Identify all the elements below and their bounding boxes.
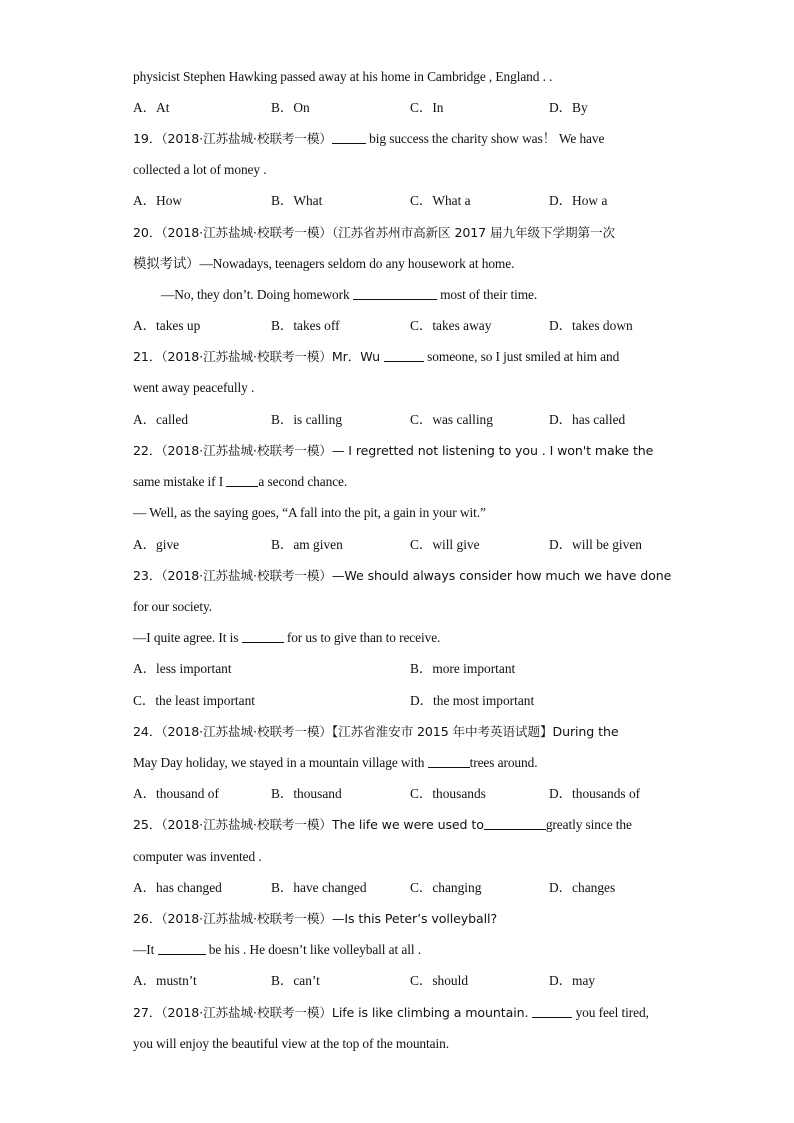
q27-text: you feel tired, xyxy=(572,1005,649,1020)
q24-option-b[interactable]: B．thousand xyxy=(271,786,342,801)
q24-stem: 24．（2018·江苏盐城·校联考一模）【江苏省淮安市 2015 年中考英语试题】During the xyxy=(133,724,619,739)
q20-option-a[interactable]: A．takes up xyxy=(133,318,201,333)
answer-blank xyxy=(532,1005,572,1018)
q21-option-c[interactable]: C．was calling xyxy=(410,412,493,427)
q24-option-a[interactable]: A．thousand of xyxy=(133,786,219,801)
q19-option-d[interactable]: D．How a xyxy=(549,193,608,208)
q21-option-a[interactable]: A．called xyxy=(133,412,189,427)
q22-stem xyxy=(133,443,653,459)
q23-source-text: 23．（2018·江苏盐城·校联考一模）—We should always consider how much we have done xyxy=(133,568,672,583)
answer-blank xyxy=(484,817,546,830)
q20-stem-cont: 模拟考试）—Nowadays, teenagers seldom do any housework at home. xyxy=(133,256,515,271)
q18-stem-tail: physicist Stephen Hawking passed away at his home in Cambridge , England . . xyxy=(133,69,553,84)
q20-reply-text: —No, they don’t. Doing homework xyxy=(161,287,353,302)
q22-stem-cont xyxy=(133,474,347,490)
q22-reply: — Well, as the saying goes, “A fall into the pit, a gain in your wit.” xyxy=(133,505,486,520)
q23-reply-text: —I quite agree. It is xyxy=(133,630,242,645)
q23-option-d[interactable]: D．the most important xyxy=(410,693,535,708)
answer-blank xyxy=(384,349,424,362)
q19-option-b[interactable]: B．What xyxy=(271,193,323,208)
q27-stem xyxy=(133,1005,649,1021)
q25-option-b[interactable]: B．have changed xyxy=(271,880,367,895)
q22-option-c[interactable]: C．will give xyxy=(410,537,480,552)
answer-blank xyxy=(428,755,470,768)
q25-stem xyxy=(133,817,632,833)
q19-option-a[interactable]: A．How xyxy=(133,193,183,208)
q18-option-a[interactable]: A．At xyxy=(133,100,170,115)
q22-option-b[interactable]: B．am given xyxy=(271,537,343,552)
q26-source-text: 26．（2018·江苏盐城·校联考一模）—Is this Peter’s volleyball? xyxy=(133,911,498,926)
q20-options xyxy=(133,318,693,334)
q21-source: 21．（2018·江苏盐城·校联考一模）Mr．Wu xyxy=(133,349,384,364)
q19-stem-cont: collected a lot of money . xyxy=(133,162,267,177)
q18-option-c[interactable]: C．In xyxy=(410,100,444,115)
q24-text: May Day holiday, we stayed in a mountain village with xyxy=(133,755,428,770)
q26-option-b[interactable]: B．can’t xyxy=(271,973,320,988)
q23-options-row1 xyxy=(133,661,693,677)
q23-stem xyxy=(133,568,671,584)
q27-source: 27．（2018·江苏盐城·校联考一模）Life is like climbing a mountain. xyxy=(133,1005,533,1020)
q21-options xyxy=(133,412,693,428)
q23-option-a[interactable]: A．less important xyxy=(133,661,232,676)
q26-reply-text: —It xyxy=(133,942,158,957)
q23-options-row2 xyxy=(133,693,693,709)
q22-text-tail: a second chance. xyxy=(258,474,348,489)
answer-blank xyxy=(242,630,284,643)
q21-text: someone, so I just smiled at him and xyxy=(423,349,620,364)
q25-source: 25．（2018·江苏盐城·校联考一模）The life we were used to xyxy=(133,817,484,832)
q26-option-a[interactable]: A．mustn’t xyxy=(133,973,197,988)
q26-option-c[interactable]: C．should xyxy=(410,973,469,988)
q20-stem: 20．（2018·江苏盐城·校联考一模）（江苏省苏州市高新区 2017 届九年级下学期第一次 xyxy=(133,225,615,240)
q22-options xyxy=(133,537,693,553)
q25-stem-cont: computer was invented . xyxy=(133,849,262,864)
q26-reply xyxy=(133,942,421,958)
q21-option-d[interactable]: D．has called xyxy=(549,412,626,427)
q19-options xyxy=(133,193,693,209)
q21-stem xyxy=(133,349,619,365)
q21-stem-cont: went away peacefully . xyxy=(133,380,255,395)
answer-blank xyxy=(332,131,366,144)
q25-option-a[interactable]: A．has changed xyxy=(133,880,222,895)
q26-options xyxy=(133,973,693,989)
q21-option-b[interactable]: B．is calling xyxy=(271,412,343,427)
q24-text-tail: trees around. xyxy=(469,755,538,770)
q25-text: greatly since the xyxy=(545,817,632,832)
q24-option-c[interactable]: C．thousands xyxy=(410,786,486,801)
q26-option-d[interactable]: D．may xyxy=(549,973,596,988)
q19-source: 19．（2018·江苏盐城·校联考一模） xyxy=(133,131,332,146)
q18-option-d[interactable]: D．By xyxy=(549,100,588,115)
q23-option-c[interactable]: C．the least important xyxy=(133,693,255,708)
q22-option-a[interactable]: A．give xyxy=(133,537,180,552)
q22-option-d[interactable]: D．will be given xyxy=(549,537,642,552)
q22-text: same mistake if I xyxy=(133,474,227,489)
q25-options xyxy=(133,880,693,896)
q19-stem xyxy=(133,131,604,147)
q23-stem-cont: for our society. xyxy=(133,599,212,614)
q22-source-text: 22．（2018·江苏盐城·校联考一模）— I regretted not listening to you . I won't make the xyxy=(133,443,654,458)
answer-blank xyxy=(226,474,258,487)
q20-reply xyxy=(161,287,537,303)
q24-option-d[interactable]: D．thousands of xyxy=(549,786,641,801)
q20-option-c[interactable]: C．takes away xyxy=(410,318,492,333)
q23-option-b[interactable]: B．more important xyxy=(410,661,516,676)
q25-option-d[interactable]: D．changes xyxy=(549,880,616,895)
answer-blank xyxy=(353,287,437,300)
q24-options xyxy=(133,786,693,802)
answer-blank xyxy=(158,942,206,955)
q23-reply-tail: for us to give than to receive. xyxy=(283,630,441,645)
q20-option-b[interactable]: B．takes off xyxy=(271,318,340,333)
q20-reply-tail: most of their time. xyxy=(436,287,538,302)
q19-option-c[interactable]: C．What a xyxy=(410,193,471,208)
q25-option-c[interactable]: C．changing xyxy=(410,880,482,895)
q27-stem-cont: you will enjoy the beautiful view at the top of the mountain. xyxy=(133,1036,449,1051)
q26-reply-tail: be his . He doesn’t like volleyball at all . xyxy=(205,942,421,957)
q19-text: big success the charity show was！ We have xyxy=(365,131,605,146)
q23-reply xyxy=(133,630,440,646)
q18-options xyxy=(133,100,693,116)
q24-stem-cont xyxy=(133,755,537,771)
q18-option-b[interactable]: B．On xyxy=(271,100,310,115)
q20-option-d[interactable]: D．takes down xyxy=(549,318,633,333)
q26-stem xyxy=(133,911,497,927)
